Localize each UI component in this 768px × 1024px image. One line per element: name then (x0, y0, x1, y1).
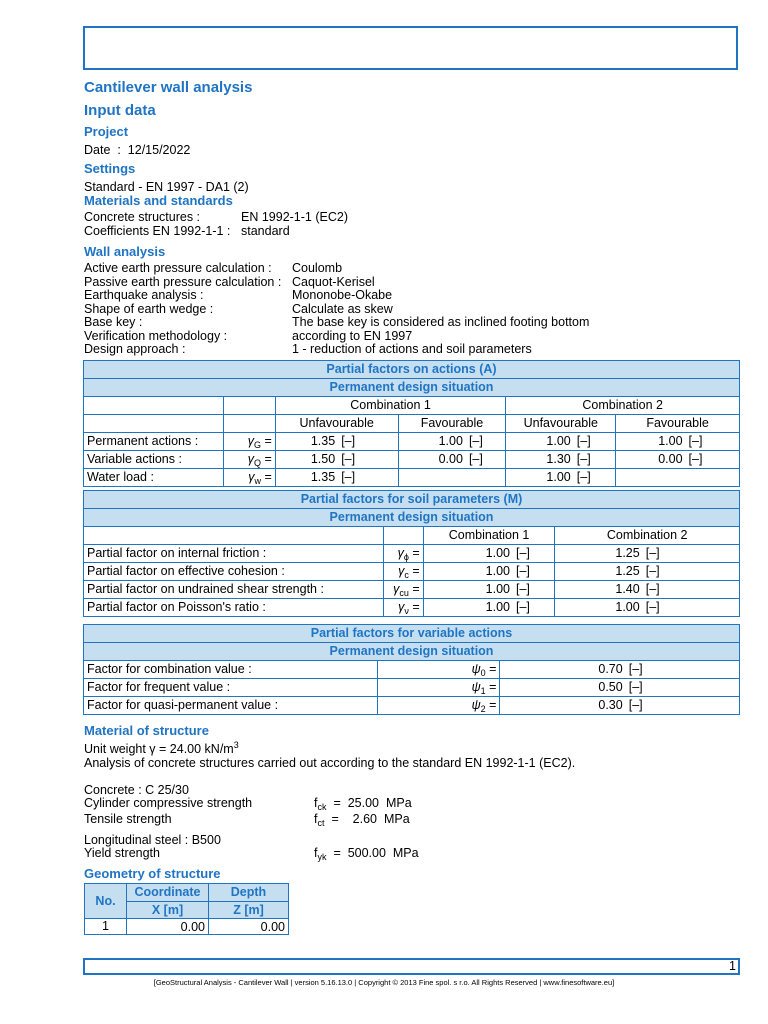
analysis-note: Analysis of concrete structures carried out according to the standard EN 1992-1-1 (EC2). (84, 756, 576, 770)
unit-cell: [–] (513, 563, 555, 581)
col-header-coordinate: Coordinate (127, 884, 209, 902)
table-row (84, 451, 740, 469)
value-cell: 1.00 (616, 433, 686, 451)
date-value: 12/15/2022 (127, 143, 191, 157)
yield-strength-label: Yield strength (84, 846, 160, 860)
value-cell: 1.35 (275, 433, 338, 451)
table-title: Partial factors for variable actions (84, 625, 740, 643)
unit-cell: [–] (626, 679, 740, 697)
unit-cell: [–] (338, 451, 398, 469)
wall-label: Passive earth pressure calculation : (84, 274, 282, 289)
unit-cell: [–] (643, 545, 740, 563)
value-cell: 0.70 (500, 661, 626, 679)
materials-label: Concrete structures : (84, 210, 201, 224)
row-symbol: $\gamma_\nu$ = (383, 599, 423, 617)
unit-cell: [–] (643, 599, 740, 617)
heading-project: Project (84, 124, 129, 139)
row-label: Partial factor on internal friction : (84, 545, 384, 563)
table-title: Partial factors for soil parameters (M) (84, 491, 740, 509)
row-symbol: $\gamma_c$ = (383, 563, 423, 581)
value-cell: 1.00 (506, 433, 574, 451)
unit-cell: [–] (513, 545, 555, 563)
date-sep: : (117, 143, 121, 157)
row-symbol: $\psi_2$ = (377, 697, 500, 715)
wall-label: Base key : (84, 315, 143, 329)
steel-class: Longitudinal steel : B500 (84, 833, 221, 847)
wall-value: Calculate as skew (292, 301, 393, 316)
value-cell: 0.00 (616, 451, 686, 469)
table-row (84, 433, 740, 451)
table-row (84, 697, 740, 715)
heading-wall-analysis: Wall analysis (84, 244, 166, 259)
cylinder-strength-label: Cylinder compressive strength (84, 796, 253, 810)
value-cell: 1.25 (555, 545, 643, 563)
value-cell: 1.00 (423, 599, 513, 617)
row-label: Partial factor on effective cohesion : (84, 563, 384, 581)
footer-copyright: [GeoStructural Analysis - Cantilever Wall | version 5.16.13.0 | Copyright © 2013 Fine spol. s r.o. All Rights Reserved | www.finesoftware.eu] (153, 978, 615, 987)
table-partial-factors-soil (83, 490, 740, 617)
table-situation: Permanent design situation (84, 379, 740, 397)
unit-cell: [–] (626, 661, 740, 679)
table-geometry (84, 883, 289, 935)
value-cell: 1.35 (275, 469, 338, 487)
unit-cell: [–] (686, 433, 740, 451)
table-situation: Permanent design situation (84, 643, 740, 661)
wall-label: Verification methodology : (84, 328, 228, 343)
col-header-no: No. (85, 884, 127, 919)
heading-material-structure: Material of structure (84, 723, 209, 738)
value-cell: 1.00 (555, 599, 643, 617)
wall-value: Caquot-Kerisel (292, 274, 375, 289)
wall-label: Shape of earth wedge : (84, 301, 214, 316)
unit-cell: [–] (466, 433, 506, 451)
footer-box (83, 958, 740, 975)
tensile-strength-label: Tensile strength (84, 812, 172, 826)
row-symbol: $\gamma_\phi$ = (383, 545, 423, 563)
table-row (84, 661, 740, 679)
wall-value: according to EN 1997 (292, 328, 413, 343)
value-cell (398, 469, 466, 487)
wall-value: Mononobe-Okabe (292, 288, 393, 302)
row-symbol: $\psi_1$ = (377, 679, 500, 697)
value-cell: 1.00 (398, 433, 466, 451)
value-cell: 0.50 (500, 679, 626, 697)
row-symbol: $\gamma_w$ = (223, 469, 275, 487)
row-symbol: $\gamma_Q$ = (223, 451, 275, 469)
tensile-strength-value: $f_{ct}$ = 2.60 MPa (314, 812, 410, 828)
favourable-header: Favourable (398, 415, 506, 433)
wall-label: Active earth pressure calculation : (84, 261, 272, 275)
project-date (84, 143, 190, 157)
unit-cell: [–] (513, 599, 555, 617)
heading-materials: Materials and standards (84, 193, 233, 208)
col-header-x-unit: X [m] (127, 901, 209, 919)
table-row (84, 581, 740, 599)
value-cell: 1.00 (506, 469, 574, 487)
yield-strength-value: $f_{yk} = 500.00$ MPa (314, 846, 419, 862)
combination-1-header: Combination 1 (423, 527, 555, 545)
cell-z: 0.00 (209, 919, 289, 935)
settings-standard: Standard - EN 1997 - DA1 (2) (84, 180, 249, 194)
col-header-depth: Depth (209, 884, 289, 902)
row-label: Factor for combination value : (84, 661, 378, 679)
wall-label: Earthquake analysis : (84, 288, 204, 302)
header-box (83, 26, 738, 70)
value-cell: 1.40 (555, 581, 643, 599)
table-situation: Permanent design situation (84, 509, 740, 527)
materials-list (84, 211, 348, 238)
table-row (84, 679, 740, 697)
unit-cell (686, 469, 740, 487)
cylinder-strength-value: $f_{ck} = 25.00$ MPa (314, 796, 412, 812)
combination-1-header: Combination 1 (275, 397, 506, 415)
unit-cell: [–] (643, 581, 740, 599)
value-cell: 1.00 (423, 581, 513, 599)
concrete-class: Concrete : C 25/30 (84, 783, 189, 797)
unit-cell: [–] (626, 697, 740, 715)
value-cell: 1.50 (275, 451, 338, 469)
page-number: 1 (729, 959, 736, 973)
wall-value: 1 - reduction of actions and soil parameters (292, 342, 532, 356)
wall-value: The base key is considered as inclined footing bottom (292, 315, 590, 329)
row-label: Permanent actions : (84, 433, 224, 451)
table-partial-factors-variable (83, 624, 740, 715)
heading-settings: Settings (84, 161, 136, 176)
value-cell: 1.25 (555, 563, 643, 581)
unit-cell: [–] (338, 433, 398, 451)
materials-value: EN 1992-1-1 (EC2) (241, 210, 348, 224)
row-label: Factor for frequent value : (84, 679, 378, 697)
unfavourable-header: Unfavourable (275, 415, 398, 433)
combination-2-header: Combination 2 (555, 527, 740, 545)
section-input-data: Input data (84, 102, 156, 119)
wall-analysis-list (84, 262, 589, 357)
favourable-header: Favourable (616, 415, 740, 433)
unit-cell (466, 469, 506, 487)
table-row (84, 599, 740, 617)
wall-label: Design approach : (84, 342, 186, 356)
unit-cell: [–] (513, 581, 555, 599)
unit-cell: [–] (643, 563, 740, 581)
table-row (84, 469, 740, 487)
value-cell (616, 469, 686, 487)
wall-value: Coulomb (292, 261, 343, 275)
row-symbol: $\gamma_{cu}$ = (383, 581, 423, 599)
unit-cell: [–] (338, 469, 398, 487)
table-partial-factors-actions (83, 360, 740, 487)
row-label: Partial factor on undrained shear strength : (84, 581, 384, 599)
materials-label: Coefficients EN 1992-1-1 : (84, 223, 231, 238)
unit-weight: Unit weight γ = 24.00 $kN/m^3$ (84, 739, 239, 756)
value-cell: 1.00 (423, 545, 513, 563)
table-row (85, 919, 289, 935)
row-symbol: $\psi_0$ = (377, 661, 500, 679)
document-title: Cantilever wall analysis (84, 79, 253, 96)
materials-value: standard (241, 223, 290, 238)
combination-2-header: Combination 2 (506, 397, 740, 415)
row-label: Water load : (84, 469, 224, 487)
row-label: Variable actions : (84, 451, 224, 469)
table-row (84, 545, 740, 563)
unit-cell: [–] (574, 433, 616, 451)
heading-geometry: Geometry of structure (84, 866, 221, 881)
value-cell: 0.30 (500, 697, 626, 715)
row-label: Factor for quasi-permanent value : (84, 697, 378, 715)
unit-cell: [–] (686, 451, 740, 469)
date-label: Date (84, 143, 111, 157)
row-label: Partial factor on Poisson's ratio : (84, 599, 384, 617)
table-row (84, 563, 740, 581)
unit-cell: [–] (574, 451, 616, 469)
row-symbol: $\gamma_G$ = (223, 433, 275, 451)
cell-no: 1 (85, 919, 127, 935)
unfavourable-header: Unfavourable (506, 415, 616, 433)
value-cell: 1.30 (506, 451, 574, 469)
value-cell: 0.00 (398, 451, 466, 469)
unit-cell: [–] (574, 469, 616, 487)
col-header-z-unit: Z [m] (209, 901, 289, 919)
unit-cell: [–] (466, 451, 506, 469)
table-title: Partial factors on actions (A) (84, 361, 740, 379)
value-cell: 1.00 (423, 563, 513, 581)
cell-x: 0.00 (127, 919, 209, 935)
